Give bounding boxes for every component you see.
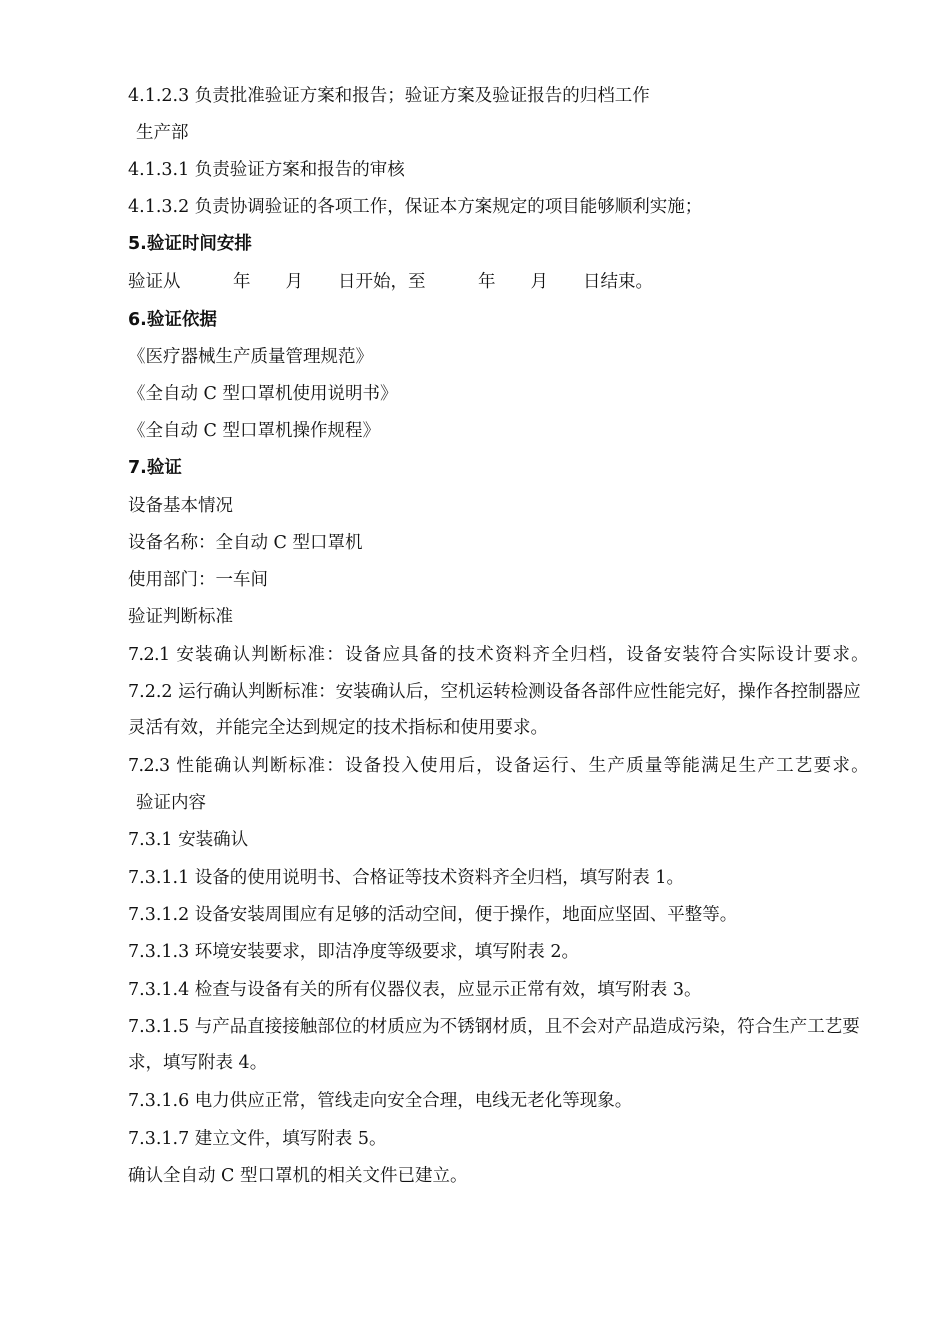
clause-7-3-1-4: 7.3.1.4 检查与设备有关的所有仪器仪表，应显示正常有效，填写附表 3。: [128, 980, 702, 1000]
clause-7-3-1-6: 7.3.1.6 电力供应正常，管线走向安全合理，电线无老化等现象。: [128, 1091, 633, 1111]
confirmation-line: 确认全自动 C 型口罩机的相关文件已建立。: [128, 1166, 468, 1186]
clause-4-1-2-3: 4.1.2.3 负责批准验证方案和报告；验证方案及验证报告的归档工作: [128, 86, 650, 106]
clause-4-1-3-1: 4.1.3.1 负责验证方案和报告的审核: [128, 160, 405, 180]
equipment-info-heading: 设备基本情况: [128, 496, 233, 516]
criteria-heading: 验证判断标准: [128, 607, 233, 627]
section-6-heading: 6.验证依据: [128, 310, 217, 330]
basis-item-3: 《全自动 C 型口罩机操作规程》: [128, 421, 381, 441]
clause-7-3-1: 7.3.1 安装确认: [128, 830, 249, 850]
schedule-line: 验证从 年 月 日开始，至 年 月 日结束。: [128, 272, 653, 292]
content-heading: 验证内容: [136, 793, 206, 813]
clause-7-3-1-1: 7.3.1.1 设备的使用说明书、合格证等技术资料齐全归档，填写附表 1。: [128, 868, 684, 888]
heading-production-dept: 生产部: [136, 123, 189, 143]
clause-7-2-1: 7.2.1 安装确认判断标准：设备应具备的技术资料齐全归档，设备安装符合实际设计要求。: [128, 645, 868, 665]
clause-7-2-2: 7.2.2 运行确认判断标准：安装确认后，空机运转检测设备各部件应性能完好，操作各控制器应灵活有效，并能完全达到规定的技术指标和使用要求。: [128, 682, 861, 738]
clause-7-3-1-7: 7.3.1.7 建立文件，填写附表 5。: [128, 1129, 387, 1149]
section-5-heading: 5.验证时间安排: [128, 234, 252, 254]
clause-7-3-1-3: 7.3.1.3 环境安装要求，即洁净度等级要求，填写附表 2。: [128, 942, 579, 962]
basis-item-1: 《医疗器械生产质量管理规范》: [128, 347, 373, 367]
using-department: 使用部门：一车间: [128, 570, 268, 590]
clause-7-3-1-2: 7.3.1.2 设备安装周围应有足够的活动空间，便于操作，地面应坚固、平整等。: [128, 905, 738, 925]
equipment-name: 设备名称：全自动 C 型口罩机: [128, 533, 363, 553]
clause-7-3-1-5: 7.3.1.5 与产品直接接触部位的材质应为不锈钢材质，且不会对产品造成污染，符合生产工艺要求，填写附表 4。: [128, 1017, 860, 1073]
clause-4-1-3-2: 4.1.3.2 负责协调验证的各项工作，保证本方案规定的项目能够顺利实施；: [128, 197, 703, 217]
section-7-heading: 7.验证: [128, 458, 182, 478]
basis-item-2: 《全自动 C 型口罩机使用说明书》: [128, 384, 398, 404]
clause-7-2-3: 7.2.3 性能确认判断标准：设备投入使用后，设备运行、生产质量等能满足生产工艺要求。: [128, 756, 868, 776]
